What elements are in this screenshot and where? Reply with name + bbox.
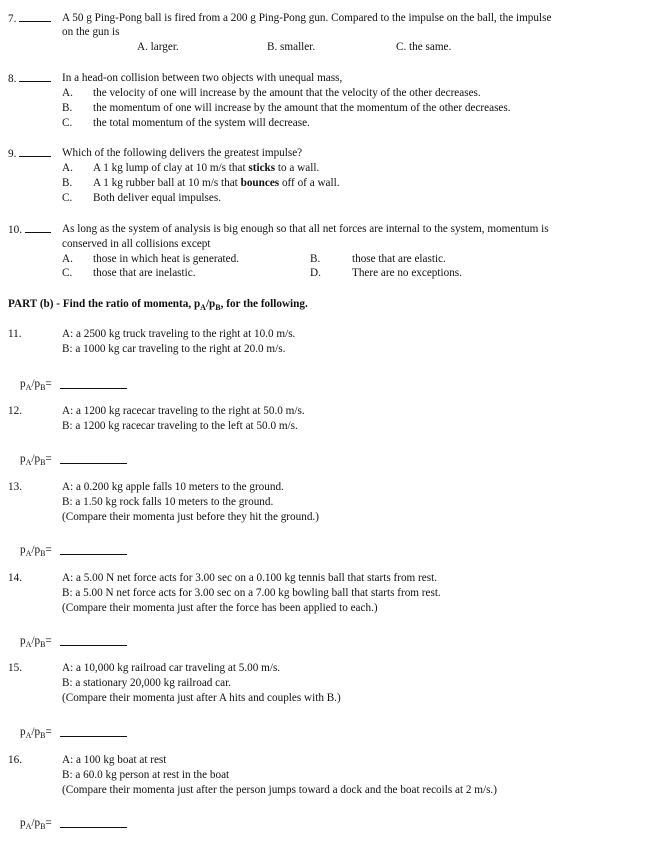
ratio-answer-label: $p_A/p_B=$	[20, 378, 52, 393]
q7-choice-a: A. larger.	[137, 41, 179, 53]
problem-number: 15.	[8, 662, 22, 674]
problem-line: A: a 10,000 kg railroad car traveling at 5.00 m/s.	[62, 662, 281, 674]
problem-line: B: a 5.00 N net force acts for 3.00 sec on a 7.00 kg bowling ball that starts from rest.	[62, 587, 441, 599]
q10-answer-blank[interactable]	[25, 222, 51, 233]
q9-choice-b: A 1 kg rubber ball at 10 m/s that bounces off of a wall.	[93, 177, 340, 189]
problem-number: 12.	[8, 405, 22, 417]
problem-line: B: a 1000 kg car traveling to the right at 20.0 m/s.	[62, 343, 286, 355]
q9-choice-c-letter: C.	[62, 192, 73, 204]
q8-choice-b-letter: B.	[62, 102, 73, 114]
ratio-answer-blank[interactable]	[60, 827, 127, 828]
q7-stem-line2: on the gun is	[62, 26, 120, 38]
problem-line: B: a stationary 20,000 kg railroad car.	[62, 677, 232, 689]
q8-choice-c-letter: C.	[62, 117, 73, 129]
q10-number: 10.	[8, 222, 51, 237]
problem-line: A: a 1200 kg racecar traveling to the right at 50.0 m/s.	[62, 405, 305, 417]
q8-choice-a-letter: A.	[62, 87, 73, 99]
ratio-answer-label: $p_A/p_B=$	[20, 635, 52, 650]
q10-choice-b: those that are elastic.	[352, 253, 446, 265]
q7-number: 7.	[8, 11, 51, 26]
q10-choice-c-letter: C.	[62, 267, 73, 279]
q9-choice-a: A 1 kg lump of clay at 10 m/s that sticks to a wall.	[93, 162, 320, 174]
problem-line: (Compare their momenta just before they hit the ground.)	[62, 511, 319, 523]
problem-line: A: a 100 kg boat at rest	[62, 754, 167, 766]
ratio-answer-label: $p_A/p_B=$	[20, 817, 52, 832]
ratio-answer-blank[interactable]	[60, 388, 127, 389]
ratio-answer-blank[interactable]	[60, 645, 127, 646]
problem-line: A: a 0.200 kg apple falls 10 meters to the ground.	[62, 481, 284, 493]
q8-number: 8.	[8, 71, 51, 86]
problem-line: B: a 60.0 kg person at rest in the boat	[62, 769, 230, 781]
q10-stem-line1: As long as the system of analysis is big enough so that all net forces are internal to the system, momentum is	[62, 223, 549, 235]
part-b-heading: PART (b) - Find the ratio of momenta, $p_A/p_B$, for the following.	[8, 298, 308, 313]
ratio-answer-blank[interactable]	[60, 463, 127, 464]
ratio-answer-label: $p_A/p_B=$	[20, 453, 52, 468]
q10-choice-a-letter: A.	[62, 253, 73, 265]
q7-choice-c: C. the same.	[396, 41, 452, 53]
q7-stem-line1: A 50 g Ping-Pong ball is fired from a 200 g Ping-Pong gun. Compared to the impulse on the ball, the impulse	[62, 12, 552, 24]
problem-line: A: a 5.00 N net force acts for 3.00 sec on a 0.100 kg tennis ball that starts from rest.	[62, 572, 437, 584]
q10-choice-d-letter: D.	[310, 267, 321, 279]
q10-choice-b-letter: B.	[310, 253, 321, 265]
q8-stem: In a head-on collision between two objects with unequal mass,	[62, 72, 343, 84]
problem-number: 13.	[8, 481, 22, 493]
q9-choice-c: Both deliver equal impulses.	[93, 192, 222, 204]
q7-answer-blank[interactable]	[19, 11, 51, 22]
problem-number: 11.	[8, 328, 22, 340]
ratio-answer-label: $p_A/p_B=$	[20, 726, 52, 741]
q8-choice-a: the velocity of one will increase by the amount that the velocity of the other decreases.	[93, 87, 481, 99]
q10-stem-line2: conserved in all collisions except	[62, 238, 211, 250]
problem-line: B: a 1200 kg racecar traveling to the left at 50.0 m/s.	[62, 420, 298, 432]
problem-line: (Compare their momenta just after the force has been applied to each.)	[62, 602, 378, 614]
ratio-answer-label: $p_A/p_B=$	[20, 544, 52, 559]
q9-answer-blank[interactable]	[19, 146, 51, 157]
q10-choice-a: those in which heat is generated.	[93, 253, 240, 265]
ratio-answer-blank[interactable]	[60, 736, 127, 737]
ratio-answer-blank[interactable]	[60, 554, 127, 555]
problem-line: (Compare their momenta just after A hits and couples with B.)	[62, 692, 341, 704]
problem-number: 14.	[8, 572, 22, 584]
q10-choice-c: those that are inelastic.	[93, 267, 196, 279]
problem-line: A: a 2500 kg truck traveling to the right at 10.0 m/s.	[62, 328, 296, 340]
q9-choice-b-letter: B.	[62, 177, 73, 189]
problem-line: (Compare their momenta just after the person jumps toward a dock and the boat recoils at 2 m/s.)	[62, 784, 497, 796]
q9-stem: Which of the following delivers the greatest impulse?	[62, 147, 303, 159]
q8-choice-b: the momentum of one will increase by the amount that the momentum of the other decreases.	[93, 102, 511, 114]
q10-choice-d: There are no exceptions.	[352, 267, 462, 279]
q9-choice-a-letter: A.	[62, 162, 73, 174]
problem-number: 16.	[8, 754, 22, 766]
q8-choice-c: the total momentum of the system will decrease.	[93, 117, 310, 129]
q8-answer-blank[interactable]	[19, 71, 51, 82]
problem-line: B: a 1.50 kg rock falls 10 meters to the ground.	[62, 496, 274, 508]
q7-choice-b: B. smaller.	[267, 41, 316, 53]
q9-number: 9.	[8, 146, 51, 161]
